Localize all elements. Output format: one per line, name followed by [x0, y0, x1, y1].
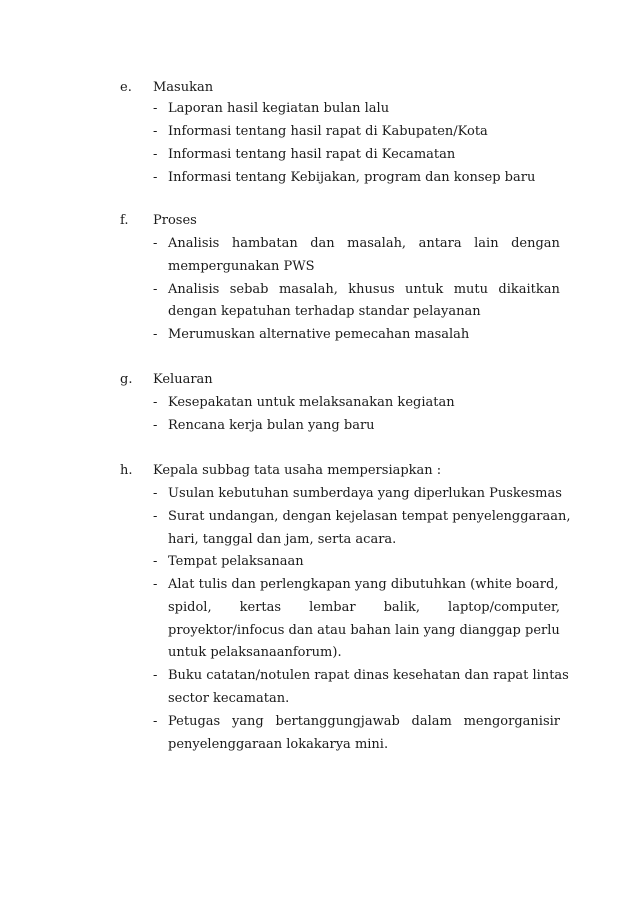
list-item-continuation: penyelenggaraan lokakarya mini.	[168, 737, 389, 752]
justified-line	[168, 600, 560, 616]
section-heading: Masukan	[153, 80, 214, 95]
list-item: Tempat pelaksanaan	[168, 554, 304, 569]
bullet-dash: -	[153, 577, 158, 592]
bullet-dash: -	[153, 714, 158, 729]
word: Analisis	[168, 282, 220, 297]
list-item: Alat tulis dan perlengkapan yang dibutuhkan (white board,	[168, 577, 559, 592]
bullet-dash: -	[153, 147, 158, 162]
section-letter: g.	[120, 372, 133, 387]
section-heading: Proses	[153, 213, 197, 228]
word: Petugas	[168, 714, 221, 729]
word: khusus	[348, 282, 395, 297]
list-item-continuation: hari, tanggal dan jam, serta acara.	[168, 532, 397, 547]
word: hambatan	[231, 236, 298, 251]
section-heading: Kepala subbag tata usaha mempersiapkan :	[153, 463, 442, 478]
word: untuk	[405, 282, 444, 297]
list-item: Buku catatan/notulen rapat dinas kesehatan dan rapat lintas	[168, 668, 569, 683]
justified-line	[168, 714, 560, 730]
word: masalah,	[278, 282, 338, 297]
bullet-dash: -	[153, 668, 158, 683]
list-item: Informasi tentang hasil rapat di Kabupaten/Kota	[168, 124, 488, 139]
word: sebab	[229, 282, 269, 297]
justified-line	[168, 282, 560, 298]
word: lain	[474, 236, 499, 251]
section-letter: f.	[120, 213, 129, 228]
bullet-dash: -	[153, 395, 158, 410]
word: yang	[231, 714, 264, 729]
word: kertas	[239, 600, 282, 615]
word: dan	[310, 236, 335, 251]
list-item: Merumuskan alternative pemecahan masalah	[168, 327, 470, 342]
bullet-dash: -	[153, 486, 158, 501]
list-item-continuation: mempergunakan PWS	[168, 259, 315, 274]
word: Analisis	[168, 236, 220, 251]
word: balik,	[383, 600, 420, 615]
bullet-dash: -	[153, 170, 158, 185]
section-letter: e.	[120, 80, 132, 95]
list-item: Kesepakatan untuk melaksanakan kegiatan	[168, 395, 455, 410]
word: dalam	[411, 714, 452, 729]
list-item: Rencana kerja bulan yang baru	[168, 418, 375, 433]
list-item: Surat undangan, dengan kejelasan tempat penyelenggaraan,	[168, 509, 571, 524]
list-item: Informasi tentang hasil rapat di Kecamatan	[168, 147, 456, 162]
list-item: Laporan hasil kegiatan bulan lalu	[168, 101, 390, 116]
list-item-continuation: dengan kepatuhan terhadap standar pelayanan	[168, 304, 481, 319]
justified-line	[168, 236, 560, 252]
section-heading: Keluaran	[153, 372, 213, 387]
list-item: Usulan kebutuhan sumberdaya yang diperlukan Puskesmas	[168, 486, 562, 501]
word: dikaitkan	[498, 282, 560, 297]
word: mutu	[453, 282, 488, 297]
word: dengan	[511, 236, 560, 251]
bullet-dash: -	[153, 554, 158, 569]
list-item-continuation: untuk pelaksanaanforum).	[168, 645, 342, 660]
word: masalah,	[347, 236, 407, 251]
list-item: Informasi tentang Kebijakan, program dan konsep baru	[168, 170, 536, 185]
word: laptop/computer,	[448, 600, 560, 615]
bullet-dash: -	[153, 236, 158, 251]
list-item-continuation: sector kecamatan.	[168, 691, 290, 706]
bullet-dash: -	[153, 418, 158, 433]
word: bertanggungjawab	[275, 714, 400, 729]
bullet-dash: -	[153, 327, 158, 342]
list-item-continuation: proyektor/infocus dan atau bahan lain yang dianggap perlu	[168, 623, 560, 638]
bullet-dash: -	[153, 282, 158, 297]
bullet-dash: -	[153, 509, 158, 524]
section-letter: h.	[120, 463, 133, 478]
word: spidol,	[168, 600, 212, 615]
word: mengorganisir	[463, 714, 560, 729]
bullet-dash: -	[153, 124, 158, 139]
word: antara	[418, 236, 462, 251]
word: lembar	[309, 600, 356, 615]
bullet-dash: -	[153, 101, 158, 116]
